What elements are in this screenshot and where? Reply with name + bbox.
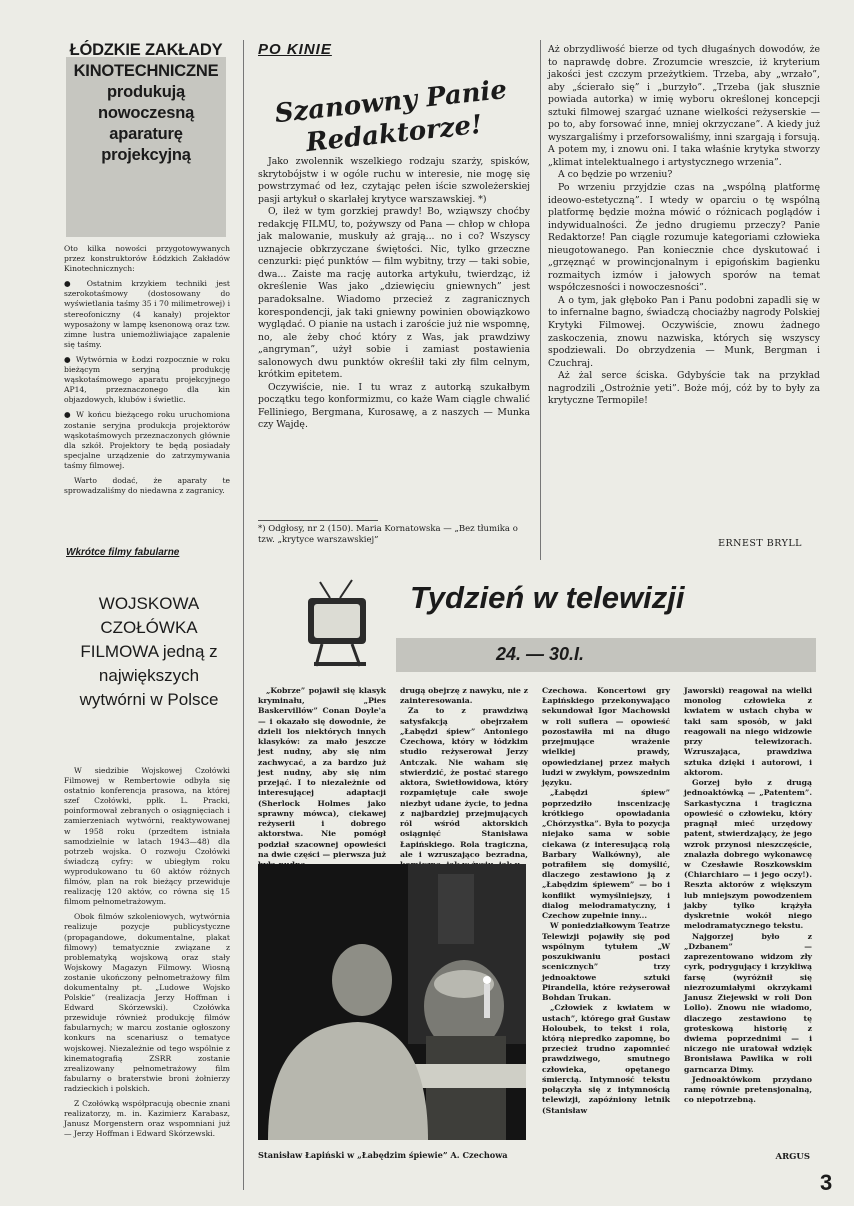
ad-bullet-1 — [64, 279, 230, 350]
tv-column-2 — [400, 686, 528, 859]
ad-bullet-text: Ostatnim krzykiem techniki jest szerokotaśmowy (dostosowany do wyświetlania taśmy 35 i 70 milimetrowej) i stereofoniczny (4 kanały) projektor wyposażony w lampę ksenonową oraz tzw. zimne lustra uniemożliwiające zapalenie się taśmy. — [64, 279, 230, 349]
tv-column-1 — [258, 686, 386, 859]
tv-column-3 — [542, 686, 670, 1164]
rubric-text: Wkrótce filmy fabularne — [66, 547, 180, 558]
ad-bullet-3 — [64, 410, 230, 471]
footnote-text: *) Odgłosy, nr 2 (150). Maria Kornatowska — „Bez tłumika o tzw. „krytyce warszawskiej” — [258, 524, 518, 546]
letter-paragraph: A co będzie po wrzeniu? — [558, 169, 673, 181]
photo-scene-image — [258, 864, 526, 1140]
tv-photo — [258, 864, 526, 1140]
bullet-icon: ● — [64, 354, 76, 364]
ad-body — [64, 244, 230, 516]
letter-salutation — [252, 72, 532, 164]
tv-paragraph: „Łabędzi śpiew” poprzedziło inscenizację krótkiego opowiadania „Chórzystka”. Była to pozycja niejako sama w sobie ciekawa (z interesującą rolą Barbary Walkówny), ale potrafiłem się domyślić, dlaczego zestawiono ją z „Łabędzim śpiewem” — bo i konflikt wymyślniejszy, i dialog melodramatyczny, i Czechow zupełnie inny... — [542, 788, 670, 921]
ad-bullet-text: Wytwórnia w Łodzi rozpocznie w roku bieżącym seryjną produkcję wąskotaśmowego aparatu projekcyjnego AP14, przeznaczonego dla kin objazdowych, klubów i świetlic. — [64, 354, 230, 405]
tv-paragraph: W poniedziałkowym Teatrze Telewizji pojawiły się pod wspólnym tytułem „W poszukiwaniu postaci scenicznych” trzy jednoaktowe sztuki Pirandella, które reżyserował Bohdan Trukan. — [542, 921, 670, 1003]
rubric-feature-films — [66, 545, 196, 560]
military-headline — [66, 592, 232, 712]
tv-title-text: Tydzień w telewizji — [410, 580, 685, 615]
letter-rubric-text: PO KINIE — [258, 41, 332, 58]
tv-title — [410, 578, 730, 618]
military-paragraph: Obok filmów szkoleniowych, wytwórnia realizuje pozycje publicystyczne (propagandowe, dokumentalne, plakat filmowy) tematycznie związane z problematyką wojskową oraz stały Wojskowy Magazyn Filmowy. Wiosną zostanie ukończony pełnometrażowy film dokumentalny pt. „Ludowe Wojsko Polskie” (realizacja Jerzy Hoffman i Edward Skórzewski). Czołówka przewiduje również produkcję filmów fabularnych; w marcu zostanie ogłoszony konkurs na scenariusz o tematyce wojskowej. Niezależnie od tego wspólnie z kinematografią ZSRR zostanie zrealizowany pełnometrażowy film fabularny o braterstwie broni żołnierzy radzieckich i polskich. — [64, 912, 230, 1093]
letter-paragraph: Aż żal serce ściska. Gdybyście tak na przykład nagrodzili „Ostrożnie yeti”. Boże mój, cóż by to były za krytyczne Termopile! — [548, 370, 820, 407]
tv-paragraph: Jednoaktówkom przydano ramę równie pretensjonalną, co niepotrzebną. — [684, 1074, 812, 1105]
letter-column-1 — [258, 156, 530, 518]
ad-intro: Oto kilka nowości przygotowywanych przez konstruktorów Łódzkich Zakładów Kinotechnicznych: — [64, 244, 230, 274]
tv-paragraph: Gorzej było z drugą jednoaktówką — „Patentem”. Sarkastyczna i tragiczna opowieść o człowieku, który pragnął mieć urzędowy patent, stwierdzający, że jego wzrok przynosi nieszczęście, znalazła dobrego wykonawcę w Czesławie Roszkowskim (Chiarchiaro — i jego oczy!). Reszta aktorów z większym lub mniejszym powodzeniem jakby tylko krążyła dyskretnie wokół niego melodramatycznego tekstu. — [684, 778, 812, 931]
ad-outro: Warto dodać, że aparaty te sprowadzaliśmy do niedawna z zagranicy. — [64, 475, 230, 496]
tv-paragraph: Najgorzej było z „Dzbanem” — zaprezentowano widzom zły cyrk, podrygujący i krzykliwą farsę (wyróżnił się niezrozumiałymi okrzykami Janusz Ziejewski w roli Don Lollo). Znowu nie wiadomo, dlaczego zestawiono tę groteskową historię z dwiema poprzednimi — i niczego nie uratował wdzięk Bronisława Pawlika w roli garncarza Dimy. — [684, 931, 812, 1074]
bullet-icon: ● — [64, 279, 87, 289]
footnote-rule — [258, 520, 378, 521]
tv-paragraph: „Człowiek z kwiatem w ustach”, którego grał Gustaw Holoubek, to tekst i rola, którą niepredko zapomnę, bo przecież trudno zapomnieć prawdziwego, smutnego człowieka, opętanego śmiercią. Intymność tekstu połączyła się z intymnością telewizji, zapóźniony letnik (Stanisław — [542, 1003, 670, 1115]
tv-paragraph: Czechowa. Koncertowi gry Łapińskiego przekonywająco sekundował Igor Machowski w roli suflera — opowieść pozostawiła mi na długo przejmujące wrażenie wielkiej prawdy, opowiedzianej przez małych ludzi w zwykłym, powszednim języku. — [542, 686, 670, 788]
letter-signature — [548, 538, 802, 549]
ad-title — [68, 40, 224, 166]
military-paragraph: Z Czołówką współpracują obecnie znani realizatorzy, m. in. Kazimierz Karabasz, Janusz Morgenstern oraz wspomniani już — Jerzy Hoffman i Edward Skórzewski. — [64, 1099, 230, 1139]
photo-caption — [258, 1150, 528, 1161]
tv-dates — [496, 642, 616, 666]
letter-paragraph: Oczywiście, nie. I tu wraz z autorką szukałbym początku tego konformizmu, co każe Wam ciągle chwalić Felliniego, Bergmana, Kurosawę, a z naszych — Munka czy Wajdę. — [258, 381, 530, 431]
signature-text: ERNEST BRYLL — [718, 538, 802, 549]
military-article — [64, 766, 230, 1172]
tv-paragraph: drugą obejrzę z nawyku, nie z zainteresowania. — [400, 686, 528, 706]
letter-paragraph: O, ileż w tym gorzkiej prawdy! Bo, wziąwszy choćby redakcję FILMU, to, pożywszy od Pana — chłop w chłopa jak malowanie, muskuły aż grają... no i co? Wszyscy uznajecie obkrzyczane świętości. Nic, tylko grzeczne cenzurki: pięć punktów — film wybitny, trzy — taki sobie, dwa... Zaiste ma rację autorka artykułu, twierdząc, iż określenie Was jako „dziewięciu gniewnych” jest paradoksalne. Wiadomo przecież z zagranicznych korespondencji, jak taki gniewny powinien obowiązkowo wyglądać. O pianie na ustach i zaroście już nie wspomnę, no, ale żeby choć który z Was, jak prawdziwy „angryman”, użył sobie i zamiast postawienia salonowych dwu punktów określił taki zły film celnym, krótkim epitetem. — [258, 206, 530, 381]
page-number — [820, 1170, 844, 1196]
letter-column-2 — [548, 44, 820, 534]
letter-rubric — [258, 40, 398, 60]
tv-column-4 — [684, 686, 812, 1144]
bullet-icon: ● — [64, 410, 77, 420]
salutation-text: Szanowny Panie Redaktorze! — [273, 74, 509, 159]
ad-bullet-text: W końcu bieżącego roku uruchomiona zostanie seryjna produkcja projektorów wąskotaśmowych przeznaczonych głównie dla szkół. Projektory te będą posiadały specjalne urządzenie do zatrzymywania taśmy filmowej. — [64, 410, 230, 470]
headline-text: WOJSKOWA CZOŁÓWKA FILMOWA jedną z największych wytwórni w Polsce — [79, 594, 219, 709]
letter-paragraph: A o tym, jak głęboko Pan i Panu podobni zapadli się w to infernalne bagno, świadczą chociażby nagrody Polskiej Krytyki Filmowej. Oczywiście, znowu żadnego zaskoczenia, znowu nazwiska, których się wszyscy spodziewali. Do obrzydzenia — Munk, Bergman i Czuchraj. — [548, 294, 820, 369]
tv-signature — [684, 1152, 810, 1162]
column-divider — [540, 40, 541, 560]
tv-signature-text: ARGUS — [775, 1152, 810, 1162]
military-paragraph: W siedzibie Wojskowej Czołówki Filmowej w Rembertowie odbyła się ostatnio konferencja prasowa, na której szef Czołówki, ppłk. L. Pracki, poinformował zebranych o osiągnięciach i zamierzeniach wytwórni, reaktywowanej w 1958 roku (przedtem istniała samodzielnie w latach 1943—48) dla potrzeb wojska. O rozwoju Czołówki świadczą cyfry: w ubiegłym roku wyprodukowano tu 60 aktów różnych filmów, plan na rok bieżący przewiduje realizację 120 aktów, co równa się 15 filmom pełnometrażowym. — [64, 766, 230, 907]
column-divider — [243, 40, 244, 1190]
tv-set-icon — [300, 578, 380, 670]
letter-paragraph: Aż obrzydliwość bierze od tych długaśnych dowodów, że to naprawdę dobre. Zrozumcie wreszcie, iż kryterium jakości jest czczym przeżytkiem. Trzeba, aby „wrzało”, aby „ścierało się” i „burzyło”. „Trzeba (jak słusznie powiada autorka) w imię wyboru określonej koncepcji sztuki filmowej szargać uznane wielkości reżyserskie — po to, aby forsować inne, mniej okrzyczane”. A kiedy już wyszargaliśmy i przeforsowaliśmy, inni szargają i forsują. A potem my, i znowu oni. I taka właśnie krytyka stworzy „klimat intelektualnego i artystycznego wrzenia”. — [548, 44, 820, 168]
tv-dates-text: 24. — 30.I. — [496, 644, 585, 664]
tv-paragraph: „Kobrze” pojawił się klasyk kryminału, „Pies Baskervillów” Conan Doyle'a — i okazało się dowodnie, że dzieli los niektórych innych klasyków: za mało jeszcze jest nudny, aby się nim zachwycać, a za bardzo już jest nudny, aby się nim przejąć. I to niezależnie od interesującej adaptacji (Sherlock Holmes jako sprawny mówca), ciekawej reżyserii i dobrego aktorstwa. Nie pomógł podział szacownej opowieści na dwie części — pierwsza już — [258, 686, 386, 859]
caption-text: Stanisław Łapiński w „Łabędzim śpiewie” A. Czechowa — [258, 1150, 508, 1160]
letter-paragraph: Po wrzeniu przyjdzie czas na „wspólną platformę ideowo-estetyczną”. I wtedy w oparciu o tę wspólną platformę będzie można mówić o różnicach poglądów i indywidualności. Że jedno drugiemu przeczy? Panie Redaktorze! Pan ciągle rozumuje kategoriami człowieka nieugotowanego. Pan koniecznie chce dyskutować i „grzęznąć w prowincjonalnym i epigońskim bagienku rozmaitych izmów i jałowych sporów na temat współczesności i nowoczesności”. — [548, 182, 820, 294]
ad-title-text: ŁÓDZKIE ZAKŁADY KINOTECHNICZNE produkują nowoczesną aparaturę projekcyjną — [69, 41, 223, 164]
tv-paragraph: Jaworski) reagował na wielki monolog człowieka z kwiatem w ustach chyba w taki sam sposób, w jaki reagowali na niego widzowie przy telewizorach. Wzruszająca, prawdziwa sztuka dzięki i autorowi, i aktorom. — [684, 686, 812, 777]
page-number-text: 3 — [820, 1170, 833, 1195]
ad-bullet-2 — [64, 355, 230, 405]
tv-paragraph: Za to z prawdziwą satysfakcją obejrzałem „Łabędzi śpiew” Antoniego Czechowa, który w łódzkim studio reżyserował Jerzy Antczak. Nie waham się stwierdzić, że postać starego aktora, Swietłowidowa, który rozpamiętuje całe swoje niezbyt udane życie, to jedna z najbardziej przejmujących ról wśród aktorskich osiągnięć Stanisława Łapińskiego. Rola tragiczna, ale i wzruszająco bezradna, — [400, 706, 528, 859]
letter-paragraph: Jako zwolennik wszelkiego rodzaju szarży, spisków, skrytobójstw i w ogóle ruchu w interesie, nie mogę się powstrzymać od łez, czytając pełen iście szwoleżerskiej pasji artykuł o skarlałej krytyce warszawskiej. *) — [258, 156, 530, 205]
letter-footnote — [258, 524, 530, 546]
